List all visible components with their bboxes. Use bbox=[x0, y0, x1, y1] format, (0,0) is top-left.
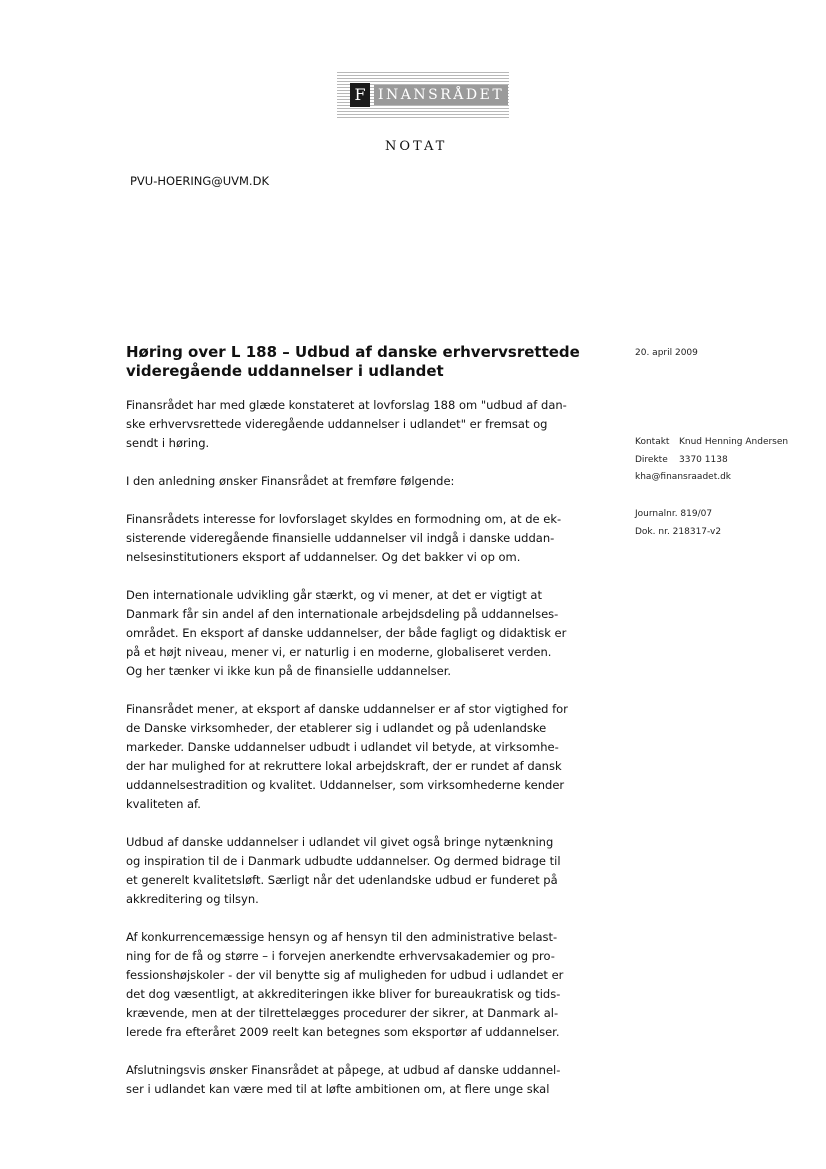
text-line: akkreditering og tilsyn. bbox=[126, 892, 259, 906]
paragraph bbox=[126, 928, 596, 1042]
contact-info bbox=[635, 434, 788, 487]
text-line: I den anledning ønsker Finansrådet at fremføre følgende: bbox=[126, 474, 455, 488]
direct-label: Direkte bbox=[635, 454, 668, 465]
memo-body bbox=[126, 396, 596, 1118]
memo-date: 20. april 2009 bbox=[635, 348, 698, 358]
paragraph bbox=[126, 510, 596, 567]
text-line: Finansrådet har med glæde konstateret at lovforslag 188 om "udbud af dan- bbox=[126, 398, 567, 412]
paragraph bbox=[126, 1061, 596, 1099]
text-line: sisterende videregående finansielle uddannelser vil indgå i danske uddan- bbox=[126, 531, 555, 545]
paragraph bbox=[126, 700, 596, 814]
finansraadet-logo bbox=[337, 72, 509, 118]
text-line: Finansrådets interesse for lovforslaget skyldes en formodning om, at de ek- bbox=[126, 512, 562, 526]
text-line: området. En eksport af danske uddannelser, der både fagligt og didaktisk er bbox=[126, 626, 567, 640]
text-line: på et højt niveau, mener vi, er naturlig i en moderne, globaliseret verden. bbox=[126, 645, 552, 659]
journal-number: Journalnr. 819/07 bbox=[635, 509, 713, 519]
text-line: fessionshøjskoler - der vil benytte sig af muligheden for udbud i udlandet er bbox=[126, 968, 564, 982]
text-line: lerede fra efteråret 2009 reelt kan betegnes som eksportør af uddannelser. bbox=[126, 1025, 560, 1039]
text-line: ning for de få og større – i forvejen anerkendte erhvervsakademier og pro- bbox=[126, 949, 555, 963]
text-line: ske erhvervsrettede videregående uddannelser i udlandet" er fremsat og bbox=[126, 417, 548, 431]
text-line: ser i udlandet kan være med til at løfte ambitionen om, at flere unge skal bbox=[126, 1082, 550, 1096]
paragraph bbox=[126, 586, 596, 681]
paragraph bbox=[126, 396, 596, 453]
recipient-email: PVU-HOERING@UVM.DK bbox=[130, 174, 269, 188]
text-line: Af konkurrencemæssige hensyn og af hensyn til den administrative belast- bbox=[126, 930, 558, 944]
text-line: sendt i høring. bbox=[126, 436, 210, 450]
text-line: uddannelsestradition og kvalitet. Uddannelser, som virksomhederne kender bbox=[126, 778, 565, 792]
text-line: der har mulighed for at rekruttere lokal arbejdskraft, der er rundet af dansk bbox=[126, 759, 562, 773]
logo-initial: F bbox=[350, 83, 370, 107]
text-line: Danmark får sin andel af den internationale arbejdsdeling på uddannelses- bbox=[126, 607, 559, 621]
title-line: videregående uddannelser i udlandet bbox=[126, 362, 444, 380]
text-line: krævende, men at der tilrettelægges procedurer der sikrer, at Danmark al- bbox=[126, 1006, 559, 1020]
contact-name: Knud Henning Andersen bbox=[679, 437, 789, 447]
text-line: de Danske virksomheder, der etablerer sig i udlandet og på udenlandske bbox=[126, 721, 547, 735]
text-line: Finansrådet mener, at eksport af danske uddannelser er af stor vigtighed for bbox=[126, 702, 568, 716]
document-type: NOTAT bbox=[385, 139, 448, 154]
paragraph bbox=[126, 472, 596, 491]
text-line: markeder. Danske uddannelser udbudt i udlandet vil betyde, at virksomhe- bbox=[126, 740, 559, 754]
contact-label: Kontakt bbox=[635, 437, 670, 447]
text-line: Afslutningsvis ønsker Finansrådet at påpege, at udbud af danske uddannel- bbox=[126, 1063, 561, 1077]
text-line: og inspiration til de i Danmark udbudte uddannelser. Og dermed bidrage til bbox=[126, 854, 561, 868]
contact-email: kha@finansraadet.dk bbox=[635, 472, 732, 482]
document-number: Dok. nr. 218317-v2 bbox=[635, 526, 722, 537]
text-line: kvaliteten af. bbox=[126, 797, 201, 811]
logo-wordmark: INANSRÅDET bbox=[374, 85, 508, 105]
text-line: Og her tænker vi ikke kun på de finansielle uddannelser. bbox=[126, 664, 452, 678]
text-line: et generelt kvalitetsløft. Særligt når det udenlandske udbud er funderet på bbox=[126, 873, 558, 887]
paragraph bbox=[126, 833, 596, 909]
text-line: nelsesinstitutioners eksport af uddannelser. Og det bakker vi op om. bbox=[126, 550, 521, 564]
text-line: Den internationale udvikling går stærkt, og vi mener, at det er vigtigt at bbox=[126, 588, 542, 602]
text-line: det dog væsentligt, at akkrediteringen ikke bliver for bureaukratisk og tids- bbox=[126, 987, 561, 1001]
title-line: Høring over L 188 – Udbud af danske erhvervsrettede bbox=[126, 343, 580, 361]
memo-title bbox=[126, 343, 596, 381]
direct-phone: 3370 1138 bbox=[679, 454, 728, 465]
text-line: Udbud af danske uddannelser i udlandet vil givet også bringe nytænkning bbox=[126, 835, 554, 849]
reference-info bbox=[635, 506, 721, 541]
